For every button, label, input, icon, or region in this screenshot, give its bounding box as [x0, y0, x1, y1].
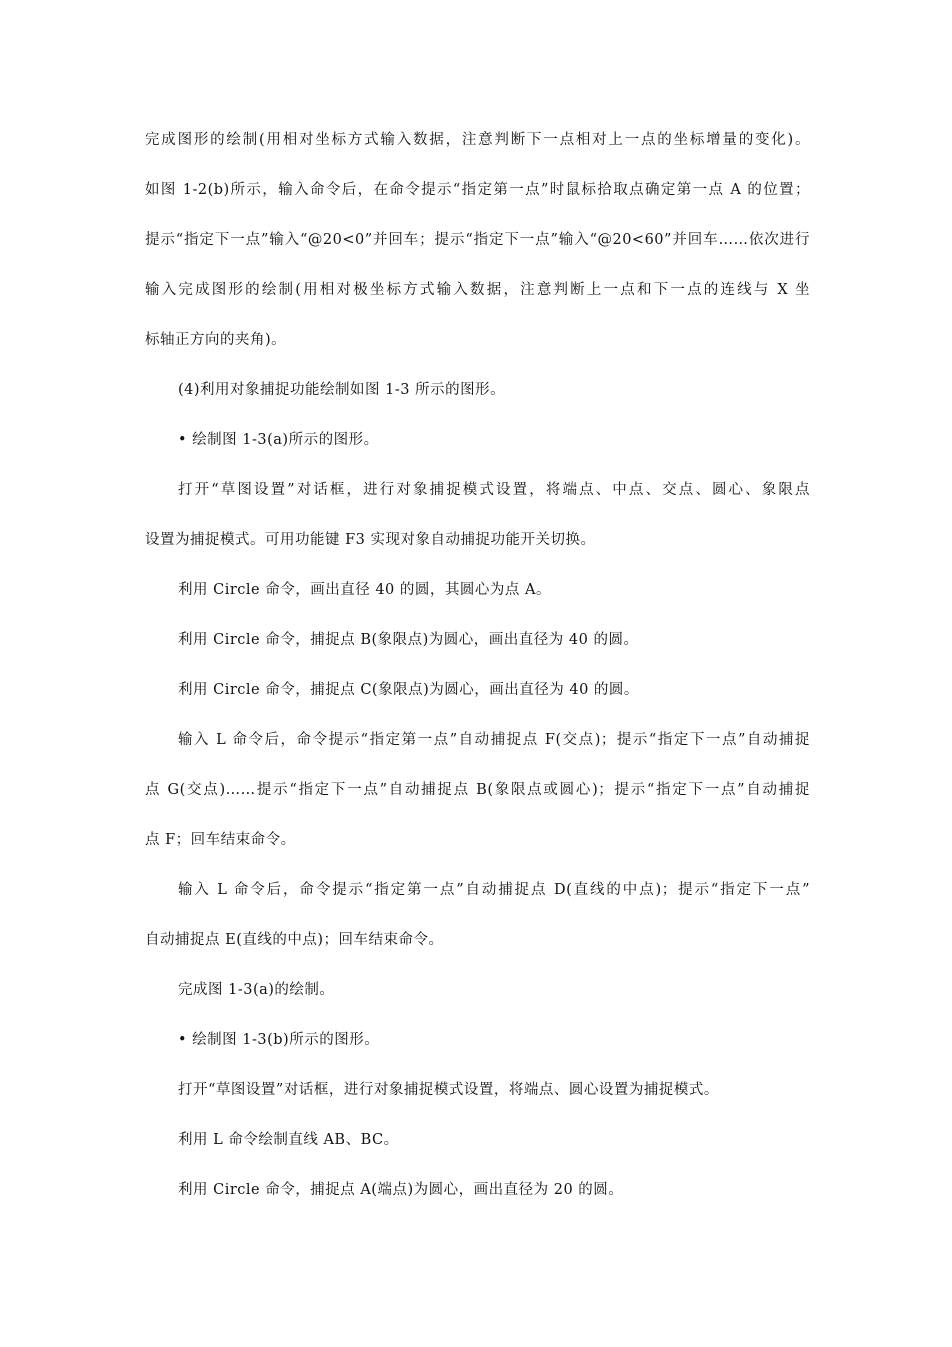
text-line-22: 利用 Circle 命令，捕捉点 A(端点)为圆心，画出直径为 20 的圆。 — [178, 1182, 624, 1198]
text-line-16: 输入 L 命令后，命令提示“指定第一点”自动捕捉点 D(直线的中点)；提示“指定下一点” — [178, 882, 810, 898]
text-line-5: 标轴正方向的夹角)。 — [145, 332, 287, 348]
text-line-14: 点 G(交点)……提示“指定下一点”自动捕捉点 B(象限点或圆心)；提示“指定下一点”自动捕捉 — [145, 782, 810, 798]
text-line-9: 设置为捕捉模式。可用功能键 F3 实现对象自动捕捉功能开关切换。 — [145, 532, 596, 548]
text-line-1: 完成图形的绘制(用相对坐标方式输入数据，注意判断下一点相对上一点的坐标增量的变化)。 — [145, 132, 810, 148]
bullet-item-2: • 绘制图 1-3(b)所示的图形。 — [178, 1032, 380, 1048]
text-line-8: 打开“草图设置”对话框，进行对象捕捉模式设置，将端点、中点、交点、圆心、象限点 — [178, 482, 810, 498]
text-line-15: 点 F；回车结束命令。 — [145, 832, 296, 848]
text-line-18: 完成图 1-3(a)的绘制。 — [178, 982, 335, 998]
bullet-item-1: • 绘制图 1-3(a)所示的图形。 — [178, 432, 379, 448]
text-line-11: 利用 Circle 命令，捕捉点 B(象限点)为圆心，画出直径为 40 的圆。 — [178, 632, 639, 648]
text-line-3: 提示“指定下一点”输入“@20<0”并回车；提示“指定下一点”输入“@20<60”并回车……依次进行 — [145, 232, 810, 248]
text-line-20: 打开“草图设置”对话框，进行对象捕捉模式设置，将端点、圆心设置为捕捉模式。 — [178, 1082, 719, 1098]
text-line-13: 输入 L 命令后，命令提示“指定第一点”自动捕捉点 F(交点)；提示“指定下一点”自动捕捉 — [178, 732, 810, 748]
text-line-12: 利用 Circle 命令，捕捉点 C(象限点)为圆心，画出直径为 40 的圆。 — [178, 682, 639, 698]
text-line-17: 自动捕捉点 E(直线的中点)；回车结束命令。 — [145, 932, 444, 948]
section-heading: (4)利用对象捕捉功能绘制如图 1-3 所示的图形。 — [178, 382, 506, 398]
text-line-4: 输入完成图形的绘制(用相对极坐标方式输入数据，注意判断上一点和下一点的连线与 X 坐 — [145, 282, 810, 298]
text-line-21: 利用 L 命令绘制直线 AB、BC。 — [178, 1132, 399, 1148]
text-line-2: 如图 1-2(b)所示，输入命令后，在命令提示“指定第一点”时鼠标拾取点确定第一点 A 的位置； — [145, 182, 810, 198]
text-line-10: 利用 Circle 命令，画出直径 40 的圆，其圆心为点 A。 — [178, 582, 551, 598]
